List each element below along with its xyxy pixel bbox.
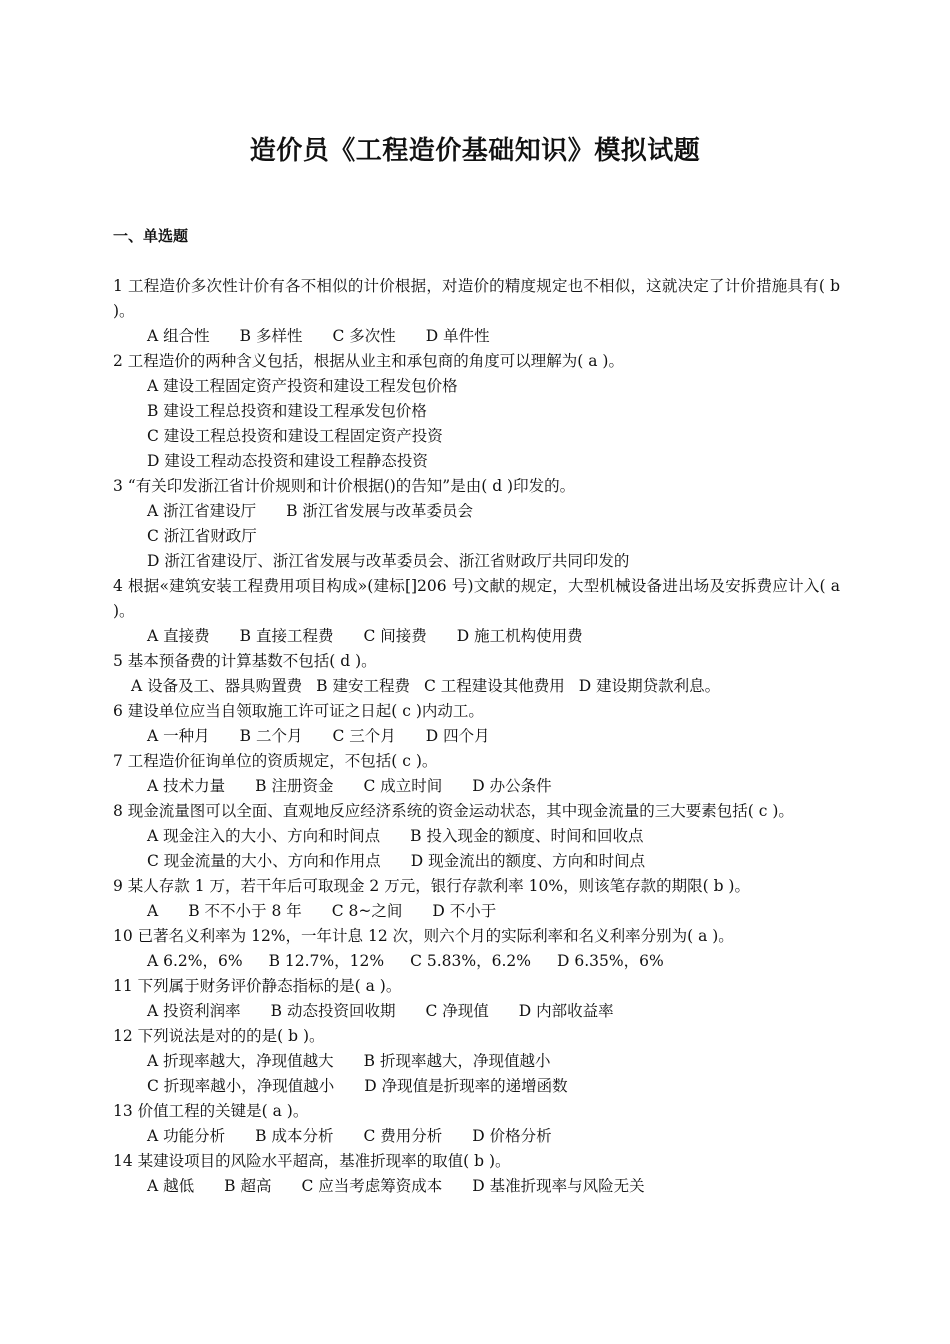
answer-option: C 5.83%，6.2% xyxy=(410,952,532,970)
option-row xyxy=(113,824,840,849)
question-text: 11 下列属于财务评价静态指标的是( a )。 xyxy=(113,977,402,995)
answer-option: A 浙江省建设厅 xyxy=(147,502,257,520)
answer-option: B 二个月 xyxy=(239,727,303,745)
question-text: 10 已著名义利率为 12%，一年计息 12 次，则六个月的实际利率和名义利率分别为( a )。 xyxy=(113,927,734,945)
question-text: 5 基本预备费的计算基数不包括( d )。 xyxy=(113,652,377,670)
answer-option: B 动态投资回收期 xyxy=(270,1002,396,1020)
answer-option: D 浙江省建设厅、浙江省发展与改革委员会、浙江省财政厅共同印发的 xyxy=(147,552,630,570)
question-text: 6 建设单位应当自领取施工许可证之日起( c )内动工。 xyxy=(113,702,484,720)
answer-option: A 一种月 xyxy=(147,727,210,745)
answer-option: B 浙江省发展与改革委员会 xyxy=(286,502,473,520)
option-row xyxy=(113,774,840,799)
option-row xyxy=(113,899,840,924)
answer-option: D 基准折现率与风险无关 xyxy=(472,1177,645,1195)
option-row xyxy=(113,1049,840,1074)
answer-option: D 6.35%，6% xyxy=(557,952,664,970)
answer-option: C 现金流量的大小、方向和作用点 xyxy=(147,852,381,870)
answer-option: D 内部收益率 xyxy=(518,1002,614,1020)
option-row xyxy=(113,549,840,574)
answer-option: A xyxy=(147,902,159,920)
answer-option: A 组合性 xyxy=(147,327,210,345)
question-text: 13 价值工程的关键是( a )。 xyxy=(113,1102,309,1120)
answer-option: D 建设工程动态投资和建设工程静态投资 xyxy=(147,452,428,470)
answer-option: A 建设工程固定资产投资和建设工程发包价格 xyxy=(147,377,458,395)
question-text: 2 工程造价的两种含义包括，根据从业主和承包商的角度可以理解为( a )。 xyxy=(113,352,624,370)
option-row xyxy=(113,624,840,649)
answer-option: C 费用分析 xyxy=(363,1127,443,1145)
answer-option: C 净现值 xyxy=(425,1002,489,1020)
answer-option: C 成立时间 xyxy=(363,777,443,795)
question-text: 9 某人存款 1 万，若干年后可取现金 2 万元，银行存款利率 10%，则该笔存款的期限( b )。 xyxy=(113,877,750,895)
question-text: 8 现金流量图可以全面、直观地反应经济系统的资金运动状态，其中现金流量的三大要素包括( c )。 xyxy=(113,802,794,820)
option-row xyxy=(113,374,840,399)
answer-option: D 施工机构使用费 xyxy=(456,627,583,645)
option-row xyxy=(113,1124,840,1149)
answer-option: A 6.2%，6% xyxy=(147,952,243,970)
question-text: 12 下列说法是对的的是( b )。 xyxy=(113,1027,325,1045)
option-row xyxy=(113,949,840,974)
option-row xyxy=(113,1174,840,1199)
answer-option: D 四个月 xyxy=(425,727,490,745)
answer-option: D 不小于 xyxy=(432,902,497,920)
answer-option: A 折现率越大，净现值越大 xyxy=(147,1052,334,1070)
question-text: 1 工程造价多次性计价有各不相似的计价根据，对造价的精度规定也不相似，这就决定了计价措施具有( b )。 xyxy=(113,277,840,320)
answer-option: B 直接工程费 xyxy=(239,627,334,645)
answer-option: A 投资利润率 xyxy=(147,1002,241,1020)
answer-option: A 设备及工、器具购置费 xyxy=(131,677,303,695)
option-row xyxy=(113,424,840,449)
question-text: 4 根据«建筑安装工程费用项目构成»(建标[]206 号)文献的规定，大型机械设备进出场及安拆费应计入( a )。 xyxy=(113,577,840,620)
answer-option: A 功能分析 xyxy=(147,1127,226,1145)
answer-option: C 浙江省财政厅 xyxy=(147,527,257,545)
answer-option: D 价格分析 xyxy=(472,1127,552,1145)
answer-option: C 8~之间 xyxy=(331,902,403,920)
answer-option: B 12.7%，12% xyxy=(268,952,385,970)
document-title: 造价员《工程造价基础知识》模拟试题 xyxy=(249,136,701,166)
option-row xyxy=(113,674,840,699)
answer-option: C 折现率越小，净现值越小 xyxy=(147,1077,335,1095)
answer-option: B 折现率越大，净现值越小 xyxy=(363,1052,551,1070)
answer-option: D 办公条件 xyxy=(472,777,552,795)
answer-option: D 现金流出的额度、方向和时间点 xyxy=(410,852,646,870)
answer-option: B 不不小于 8 年 xyxy=(188,902,302,920)
option-row xyxy=(113,999,840,1024)
answer-option: B 注册资金 xyxy=(255,777,334,795)
answer-option: B 建安工程费 xyxy=(316,677,410,695)
question-list xyxy=(113,274,840,1199)
answer-option: A 直接费 xyxy=(147,627,210,645)
answer-option: D 建设期贷款利息。 xyxy=(578,677,721,695)
option-row xyxy=(113,1074,840,1099)
answer-option: C 间接费 xyxy=(363,627,427,645)
question-text: 14 某建设项目的风险水平超高，基准折现率的取值( b )。 xyxy=(113,1152,511,1170)
answer-option: C 三个月 xyxy=(332,727,396,745)
answer-option: B 超高 xyxy=(224,1177,272,1195)
option-row xyxy=(113,849,840,874)
answer-option: B 成本分析 xyxy=(255,1127,334,1145)
answer-option: A 技术力量 xyxy=(147,777,226,795)
answer-option: A 现金注入的大小、方向和时间点 xyxy=(147,827,381,845)
question-text: 3 “有关印发浙江省计价规则和计价根据()的告知”是由( d )印发的。 xyxy=(113,477,576,495)
answer-option: D 净现值是折现率的递增函数 xyxy=(364,1077,568,1095)
option-row xyxy=(113,399,840,424)
answer-option: B 建设工程总投资和建设工程承发包价格 xyxy=(147,402,427,420)
answer-option: C 建设工程总投资和建设工程固定资产投资 xyxy=(147,427,443,445)
question-text: 7 工程造价征询单位的资质规定，不包括( c )。 xyxy=(113,752,438,770)
option-row xyxy=(113,524,840,549)
option-row xyxy=(113,499,840,524)
answer-option: A 越低 xyxy=(147,1177,195,1195)
answer-option: D 单件性 xyxy=(425,327,490,345)
answer-option: B 投入现金的额度、时间和回收点 xyxy=(410,827,644,845)
answer-option: C 应当考虑筹资成本 xyxy=(301,1177,443,1195)
answer-option: B 多样性 xyxy=(239,327,303,345)
option-row xyxy=(113,449,840,474)
option-row xyxy=(113,324,840,349)
answer-option: C 工程建设其他费用 xyxy=(423,677,565,695)
section-heading: 一、单选题 xyxy=(113,227,189,245)
answer-option: C 多次性 xyxy=(332,327,396,345)
option-row xyxy=(113,724,840,749)
